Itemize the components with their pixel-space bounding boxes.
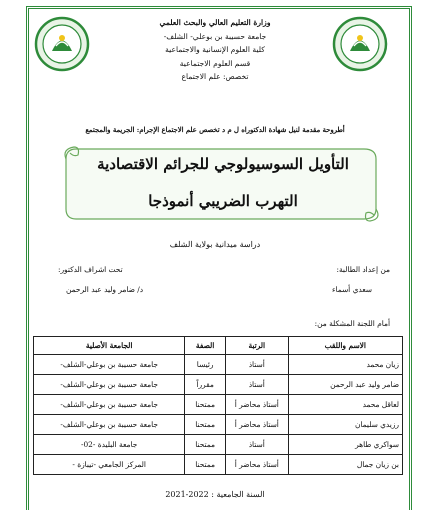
university-line: جامعة حسيبة بن بوعلي- الشلف- bbox=[163, 31, 267, 41]
table-row bbox=[34, 415, 403, 435]
department-line: قسم العلوم الاجتماعية bbox=[179, 58, 251, 68]
jury-name: ضامر وليد عبد الرحمن bbox=[288, 375, 402, 395]
jury-name: زيان محمد bbox=[288, 355, 402, 375]
jury-university: جامعة حسيبة بن بوعلي-الشلف- bbox=[34, 415, 185, 435]
jury-rank: أستاذ bbox=[225, 435, 288, 455]
jury-name: بن زيان جمال bbox=[288, 455, 402, 475]
col-header-role: الصفة bbox=[185, 337, 226, 355]
table-row bbox=[34, 395, 403, 415]
jury-role: ممتحنا bbox=[185, 415, 226, 435]
jury-table bbox=[33, 336, 403, 475]
table-row bbox=[34, 375, 403, 395]
jury-name: لعاقل محمد bbox=[288, 395, 402, 415]
ministry-line: وزارة التعليم العالي والبحث العلمي bbox=[159, 18, 271, 27]
col-header-university: الجامعة الأصلية bbox=[34, 337, 185, 355]
jury-role: ممتحنا bbox=[185, 455, 226, 475]
jury-university: جامعة البليدة -02- bbox=[34, 435, 185, 455]
jury-rank: أستاذ محاضر أ bbox=[225, 455, 288, 475]
jury-rank: أستاذ محاضر أ bbox=[225, 395, 288, 415]
thesis-note: أطروحة مقدمة لنيل شهادة الدكتوراه ل م د تخصص علم الاجتماع الإجرام: الجريمة والمجتمع bbox=[85, 126, 345, 134]
academic-year-label: السنة الجامعية : bbox=[211, 490, 265, 499]
jury-header-row bbox=[34, 337, 403, 355]
jury-university: جامعة حسيبة بن بوعلي-الشلف- bbox=[34, 395, 185, 415]
supervisor-name: د/ ضامر وليد عبد الرحمن bbox=[66, 285, 144, 294]
jury-rank: أستاذ bbox=[225, 355, 288, 375]
thesis-title: التأويل السوسيولوجي للجرائم الاقتصادية bbox=[97, 155, 349, 173]
supervisor-label: تحت اشراف الدكتور: bbox=[58, 265, 123, 274]
jury-role: مقرراً bbox=[185, 375, 226, 395]
jury-university: المركز الجامعي -تيبازة - bbox=[34, 455, 185, 475]
jury-rank: أستاذ bbox=[225, 375, 288, 395]
study-type: دراسة ميدانية بولاية الشلف bbox=[169, 240, 261, 249]
institution-header bbox=[60, 16, 370, 84]
col-header-rank: الرتبة bbox=[225, 337, 288, 355]
thesis-subtitle: التهرب الضريبي أنموذجا bbox=[148, 192, 298, 210]
academic-year-value: 2021-2022 bbox=[165, 490, 209, 499]
jury-name: رزيدي سليمان bbox=[288, 415, 402, 435]
jury-role: ممتحنا bbox=[185, 395, 226, 415]
jury-role: ممتحنا bbox=[185, 435, 226, 455]
jury-caption: أمام اللجنة المشكلة من: bbox=[314, 319, 390, 328]
jury-university: جامعة حسيبة بن بوعلي-الشلف- bbox=[34, 355, 185, 375]
academic-year bbox=[140, 490, 290, 499]
table-row bbox=[34, 455, 403, 475]
jury-rank: أستاذ محاضر أ bbox=[225, 415, 288, 435]
faculty-line: كلية العلوم الإنسانية والاجتماعية bbox=[165, 45, 265, 54]
specialty-line: تخصص: علم الاجتماع bbox=[181, 72, 249, 81]
jury-university: جامعة حسيبة بن بوعلي-الشلف- bbox=[34, 375, 185, 395]
student-label: من إعداد الطالبة: bbox=[336, 265, 390, 274]
jury-role: رئيسا bbox=[185, 355, 226, 375]
table-row bbox=[34, 355, 403, 375]
table-row bbox=[34, 435, 403, 455]
jury-name: سواكري طاهر bbox=[288, 435, 402, 455]
student-name: سعدي أسماء bbox=[331, 285, 372, 294]
col-header-name: الاسم واللقب bbox=[288, 337, 402, 355]
